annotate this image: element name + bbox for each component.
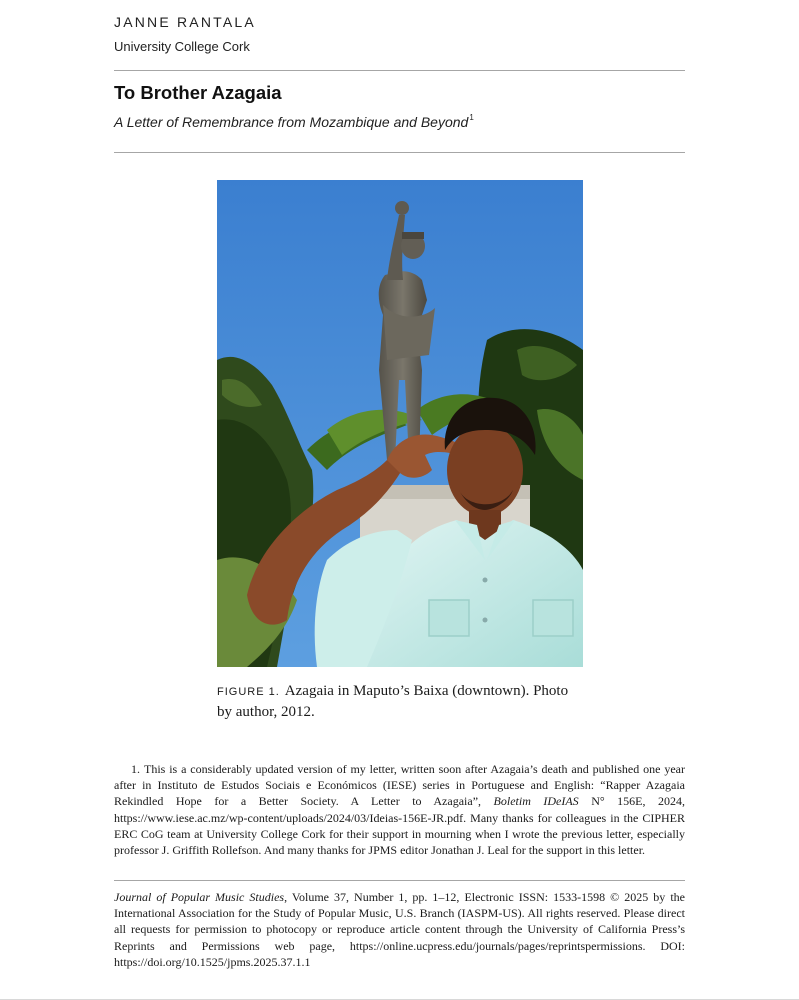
journal-info	[114, 889, 685, 970]
footnote-marker[interactable]: 1	[469, 113, 474, 122]
article-subtitle	[114, 114, 474, 130]
footnote-text-1: This is a considerably updated version of my letter, written soon after Azagaia’s death and published one year after in Instituto de Estudos Sociais e Económicos (IESE) series in Portuguese and English: “Rapper Azagaia Rekindled Hope for a Better Society. A Letter to Azagaia”,	[114, 762, 685, 809]
footnote	[114, 761, 685, 858]
header-divider	[114, 70, 685, 71]
photo-illustration	[217, 180, 583, 667]
subtitle-text: A Letter of Remembrance from Mozambique and Beyond	[114, 114, 469, 130]
footnote-text-2: N° 156E, 2024, https://www.iese.ac.mz/wp-content/uploads/2024/03/Ideias-156E-JR.pdf. Many thanks for colleagues in the CIPHER ERC CoG team at University College Cork for their support in mourning when I wrote the previous letter, especially professor J. Griffith Rollefson. And many thanks for JPMS editor Jonathan J. Leal for the support in this letter.	[114, 794, 686, 858]
title-divider	[114, 152, 685, 153]
journal-name: Journal of Popular Music Studies	[114, 890, 285, 904]
figure-photo	[217, 180, 583, 667]
author-name: JANNE RANTALA	[114, 14, 256, 30]
article-title: To Brother Azagaia	[114, 82, 282, 103]
journal-text: , Volume 37, Number 1, pp. 1–12, Electronic ISSN: 1533-1598 © 2025 by the International Association for the Study of Popular Music, U.S. Branch (IASPM-US). All rights reserved. Please direct all requests for permission to photocopy or reproduce article content through the University of California Press’s Reprints and Permissions web page, https://online.ucpress.edu/journals/pages/reprintspermissions. DOI: https://doi.org/10.1525/jpms.2025.37.1.1	[114, 890, 685, 969]
figure-caption	[217, 681, 585, 722]
footnote-italic: Boletim IDeIAS	[493, 794, 579, 809]
figure-label: FIGURE 1.	[217, 686, 280, 698]
figure-caption-text: Azagaia in Maputo’s Baixa (downtown). Photo by author, 2012.	[217, 683, 569, 720]
author-affiliation: University College Cork	[114, 39, 250, 54]
footnote-number: 1.	[131, 762, 140, 776]
footer-divider	[114, 880, 685, 881]
